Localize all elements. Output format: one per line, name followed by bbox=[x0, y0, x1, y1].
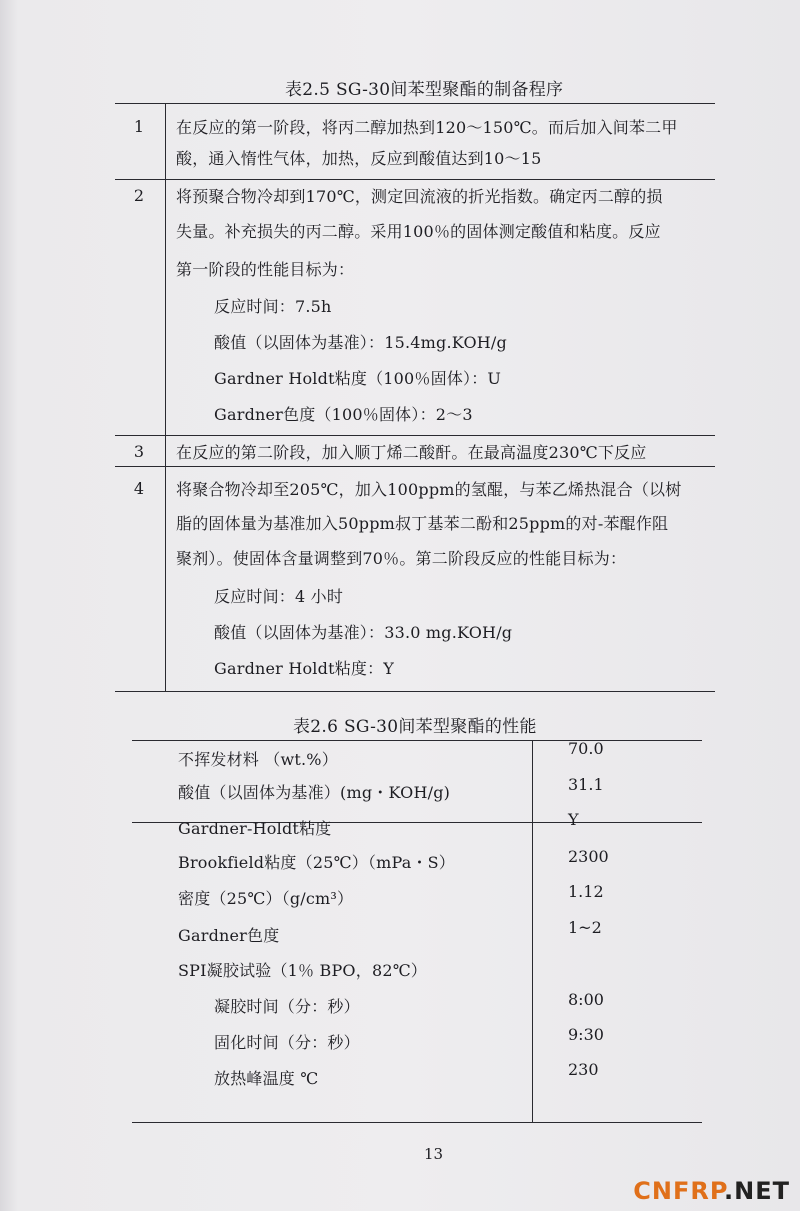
property-label: SPI凝胶试验（1％ BPO，82℃） bbox=[178, 961, 428, 980]
site-watermark bbox=[633, 1177, 790, 1205]
property-value: 1.12 bbox=[568, 882, 604, 901]
step-number: 4 bbox=[133, 479, 145, 498]
column-divider bbox=[165, 103, 166, 692]
step-text-line: 在反应的第一阶段，将丙二醇加热到120～150℃。而后加入间苯二甲 bbox=[176, 118, 678, 137]
table-2-5-top-rule bbox=[115, 103, 715, 104]
property-value: Y bbox=[568, 810, 579, 829]
watermark-brand: CNFRP bbox=[633, 1177, 725, 1205]
row-divider bbox=[115, 466, 715, 467]
step-text-line: 反应时间：4 小时 bbox=[214, 587, 344, 606]
page-number: 13 bbox=[424, 1145, 444, 1163]
row-divider bbox=[115, 435, 715, 436]
step-text-line: 在反应的第二阶段，加入顺丁烯二酸酐。在最高温度230℃下反应 bbox=[176, 443, 647, 462]
property-label: 密度（25℃）（g/cm³） bbox=[178, 889, 354, 908]
step-text-line: 酸值（以固体为基准）：33.0 mg.KOH/g bbox=[214, 623, 513, 642]
step-text-line: 失量。补充损失的丙二醇。采用100％的固体测定酸值和粘度。反应 bbox=[176, 222, 661, 241]
property-value: 70.0 bbox=[568, 739, 604, 758]
step-text-line: 将聚合物冷却至205℃，加入100ppm的氢醌，与苯乙烯热混合（以树 bbox=[176, 480, 682, 499]
step-text-line: 脂的固体量为基准加入50ppm叔丁基苯二酚和25ppm的对-苯醌作阻 bbox=[176, 514, 669, 533]
step-text-line: 聚剂）。使固体含量调整到70％。第二阶段反应的性能目标为： bbox=[176, 549, 627, 568]
property-label: Gardner色度 bbox=[178, 926, 280, 945]
property-value: 1~2 bbox=[568, 918, 602, 937]
property-label: Gardner-Holdt粘度 bbox=[178, 819, 332, 838]
column-divider bbox=[532, 740, 533, 1123]
property-value: 2300 bbox=[568, 847, 609, 866]
property-label: 固化时间（分：秒） bbox=[214, 1033, 360, 1052]
property-label: 不挥发材料 （wt.%） bbox=[178, 750, 338, 769]
property-value: 8:00 bbox=[568, 990, 604, 1009]
step-number: 1 bbox=[133, 117, 145, 136]
step-text-line: 反应时间：7.5h bbox=[214, 297, 332, 316]
table-2-6-bottom-rule bbox=[132, 1122, 702, 1123]
table-2-6-caption: 表2.6 SG-30间苯型聚酯的性能 bbox=[293, 717, 537, 737]
table-2-5-bottom-rule bbox=[115, 691, 715, 692]
row-divider bbox=[115, 179, 715, 180]
step-number: 3 bbox=[133, 442, 145, 461]
property-label: Brookfield粘度（25℃）（mPa・S） bbox=[178, 853, 456, 872]
property-label: 酸值（以固体为基准）(mg・KOH/g) bbox=[178, 783, 451, 802]
property-label: 放热峰温度 ℃ bbox=[214, 1069, 319, 1088]
watermark-domain: .NET bbox=[724, 1177, 790, 1205]
property-label: 凝胶时间（分：秒） bbox=[214, 997, 360, 1016]
table-2-5-caption: 表2.5 SG-30间苯型聚酯的制备程序 bbox=[285, 80, 564, 100]
property-value: 230 bbox=[568, 1060, 599, 1079]
property-value: 9:30 bbox=[568, 1025, 604, 1044]
step-text-line: 将预聚合物冷却到170℃，测定回流液的折光指数。确定丙二醇的损 bbox=[176, 187, 663, 206]
property-value: 31.1 bbox=[568, 775, 604, 794]
table-2-6-top-rule bbox=[132, 740, 702, 741]
step-text-line: 第一阶段的性能目标为： bbox=[176, 260, 355, 279]
step-text-line: Gardner Holdt粘度：Y bbox=[214, 659, 395, 678]
step-text-line: 酸，通入惰性气体，加热，反应到酸值达到10～15 bbox=[176, 149, 542, 168]
step-text-line: Gardner Holdt粘度（100％固体）：U bbox=[214, 369, 502, 388]
step-text-line: Gardner色度（100％固体）：2～3 bbox=[214, 405, 473, 424]
step-text-line: 酸值（以固体为基准）：15.4mg.KOH/g bbox=[214, 333, 507, 352]
step-number: 2 bbox=[133, 186, 145, 205]
